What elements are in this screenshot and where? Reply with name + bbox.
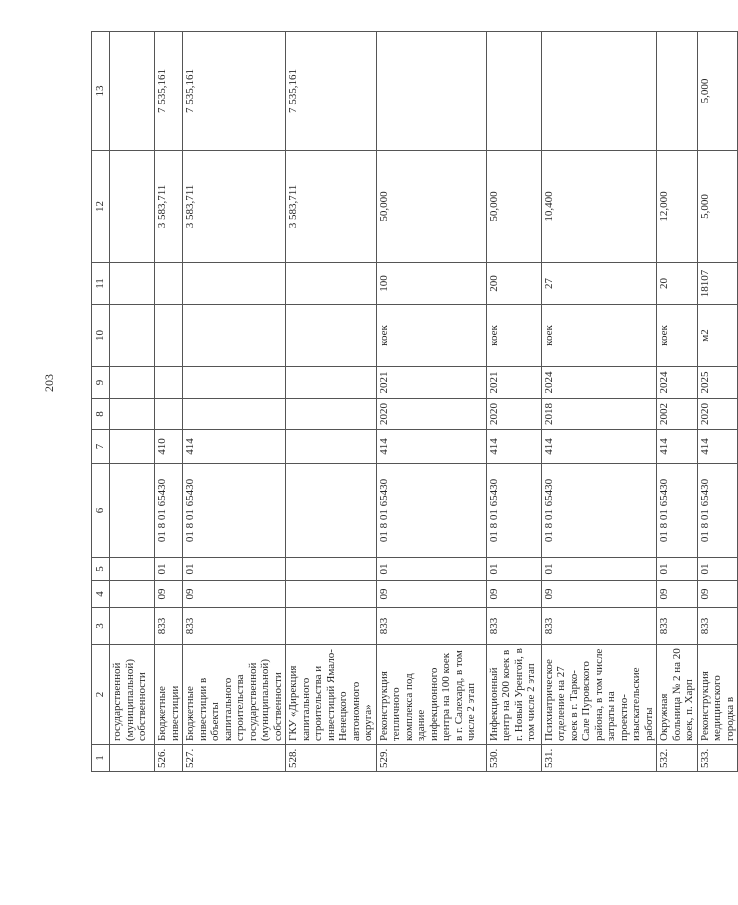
column-header: 13 (92, 32, 110, 151)
table-cell-c7: 414 (541, 430, 657, 464)
table-cell-c2: Реконструкция тепличного комплекса под здание инфекционного центра на 100 коек в г. Салехард, в том числе 2 этап (376, 645, 486, 745)
table-cell-c10: коек (541, 305, 657, 367)
table-cell-c8: 2020 (697, 399, 738, 430)
table-cell-c5 (110, 558, 155, 581)
table-cell-c9: 2024 (541, 367, 657, 399)
table-row (183, 32, 286, 772)
page-number: 203 (42, 374, 56, 392)
table-cell-c8 (155, 399, 183, 430)
table-cell-c10: м2 (697, 305, 738, 367)
column-header: 8 (92, 399, 110, 430)
table-cell-c1: 532. (657, 745, 698, 772)
table-cell-c5: 01 (657, 558, 698, 581)
table-cell-c13: 7 535,161 (155, 32, 183, 151)
table-cell-c2: Реконструкция медицинского городка в (697, 645, 738, 745)
column-header: 9 (92, 367, 110, 399)
table-cell-c6: 01 8 01 65430 (183, 464, 286, 558)
table-cell-c4 (286, 581, 377, 608)
table-cell-c2: ГКУ «Дирекция капитального строительства и инвестиций Ямало-Ненецкого автономного округа» (286, 645, 377, 745)
column-header: 6 (92, 464, 110, 558)
table-cell-c4: 09 (541, 581, 657, 608)
table-cell-c4: 09 (183, 581, 286, 608)
table-frame (91, 32, 736, 772)
table-cell-c1 (110, 745, 155, 772)
table-cell-c9: 2021 (376, 367, 486, 399)
table-row (697, 32, 738, 772)
rotated-table-area (91, 32, 736, 772)
table-cell-c3: 833 (697, 608, 738, 645)
table-cell-c11 (110, 263, 155, 305)
table-row (486, 32, 541, 772)
header-row (92, 32, 110, 772)
table-cell-c7: 410 (155, 430, 183, 464)
table-cell-c10 (110, 305, 155, 367)
table-row (541, 32, 657, 772)
table-cell-c7: 414 (183, 430, 286, 464)
table-cell-c4: 09 (697, 581, 738, 608)
table-cell-c2: государственной (муниципальной) собственности (110, 645, 155, 745)
table-cell-c5 (286, 558, 377, 581)
table-cell-c12: 50,000 (486, 151, 541, 263)
table-cell-c1: 530. (486, 745, 541, 772)
table-cell-c3 (286, 608, 377, 645)
table-cell-c3 (110, 608, 155, 645)
table-cell-c12: 10,400 (541, 151, 657, 263)
table-row (657, 32, 698, 772)
table-cell-c11 (183, 263, 286, 305)
table-cell-c9 (286, 367, 377, 399)
table-cell-c9: 2021 (486, 367, 541, 399)
table-cell-c3: 833 (657, 608, 698, 645)
table-row (376, 32, 486, 772)
table-cell-c9 (110, 367, 155, 399)
table-cell-c10: коек (486, 305, 541, 367)
table-cell-c11 (286, 263, 377, 305)
table-cell-c8 (183, 399, 286, 430)
table-cell-c5: 01 (376, 558, 486, 581)
table-cell-c12 (110, 151, 155, 263)
table-cell-c4: 09 (155, 581, 183, 608)
table-cell-c5: 01 (541, 558, 657, 581)
table-cell-c5: 01 (486, 558, 541, 581)
table-cell-c13 (110, 32, 155, 151)
table-cell-c6: 01 8 01 65430 (657, 464, 698, 558)
table-cell-c6: 01 8 01 65430 (155, 464, 183, 558)
table-cell-c6: 01 8 01 65430 (376, 464, 486, 558)
table-cell-c8: 2002 (657, 399, 698, 430)
table-cell-c1: 533. (697, 745, 738, 772)
table-cell-c1: 528. (286, 745, 377, 772)
table-cell-c13 (376, 32, 486, 151)
table-cell-c12: 12,000 (657, 151, 698, 263)
table-cell-c1: 531. (541, 745, 657, 772)
table-cell-c5: 01 (697, 558, 738, 581)
table-cell-c4: 09 (657, 581, 698, 608)
table-cell-c5: 01 (183, 558, 286, 581)
table-cell-c13: 7 535,161 (183, 32, 286, 151)
table-cell-c7: 414 (486, 430, 541, 464)
table-cell-c10 (183, 305, 286, 367)
table-cell-c4: 09 (376, 581, 486, 608)
table-cell-c13 (657, 32, 698, 151)
table-cell-c4: 09 (486, 581, 541, 608)
column-header: 4 (92, 581, 110, 608)
table-cell-c11: 100 (376, 263, 486, 305)
column-header: 10 (92, 305, 110, 367)
table-cell-c12: 3 583,711 (183, 151, 286, 263)
table-cell-c10 (155, 305, 183, 367)
table-row (155, 32, 183, 772)
table-cell-c7: 414 (376, 430, 486, 464)
table-cell-c9: 2024 (657, 367, 698, 399)
table-cell-c8 (286, 399, 377, 430)
table-cell-c9 (155, 367, 183, 399)
table-cell-c2: Психиатрическое отделение на 27 коек в г. Тарко-Сале Пуровского района, в том числе затраты на проектно-изыскательские работы (541, 645, 657, 745)
table-cell-c12: 50,000 (376, 151, 486, 263)
table-cell-c13 (486, 32, 541, 151)
table-cell-c13: 7 535,161 (286, 32, 377, 151)
table-cell-c9 (183, 367, 286, 399)
table-row (110, 32, 155, 772)
table-cell-c8: 2020 (486, 399, 541, 430)
column-header: 5 (92, 558, 110, 581)
table-cell-c12: 3 583,711 (155, 151, 183, 263)
table-cell-c10: коек (657, 305, 698, 367)
column-header: 1 (92, 745, 110, 772)
table-cell-c8: 2018 (541, 399, 657, 430)
table-cell-c8 (110, 399, 155, 430)
table-cell-c6 (286, 464, 377, 558)
column-header: 2 (92, 645, 110, 745)
column-header: 3 (92, 608, 110, 645)
table-cell-c6 (110, 464, 155, 558)
table-cell-c13 (541, 32, 657, 151)
table-cell-c4 (110, 581, 155, 608)
table-cell-c6: 01 8 01 65430 (486, 464, 541, 558)
column-header: 11 (92, 263, 110, 305)
table-cell-c2: Инфекционный центр на 200 коек в г. Новый Уренгой, в том числе 2 этап (486, 645, 541, 745)
table-cell-c1: 526. (155, 745, 183, 772)
table-cell-c10 (286, 305, 377, 367)
table-cell-c5: 01 (155, 558, 183, 581)
table-cell-c6: 01 8 01 65430 (697, 464, 738, 558)
table-cell-c10: коек (376, 305, 486, 367)
table-row (286, 32, 377, 772)
table-cell-c8: 2020 (376, 399, 486, 430)
table-cell-c2: Бюджетные инвестиции в объекты капитального строительства государственной (муниципальной) собственности (183, 645, 286, 745)
table-cell-c6: 01 8 01 65430 (541, 464, 657, 558)
table-cell-c13: 5,000 (697, 32, 738, 151)
table-cell-c11: 200 (486, 263, 541, 305)
table-cell-c3: 833 (155, 608, 183, 645)
table-cell-c12: 5,000 (697, 151, 738, 263)
column-header: 7 (92, 430, 110, 464)
table-cell-c2: Бюджетные инвестиции (155, 645, 183, 745)
table-cell-c3: 833 (486, 608, 541, 645)
table-cell-c7 (286, 430, 377, 464)
table-cell-c3: 833 (541, 608, 657, 645)
column-header: 12 (92, 151, 110, 263)
table-cell-c3: 833 (183, 608, 286, 645)
table-cell-c3: 833 (376, 608, 486, 645)
budget-table (91, 31, 738, 772)
table-cell-c9: 2025 (697, 367, 738, 399)
table-cell-c1: 529. (376, 745, 486, 772)
table-cell-c2: Окружная больница № 2 на 20 коек, п. Харп (657, 645, 698, 745)
table-cell-c7: 414 (657, 430, 698, 464)
table-cell-c7: 414 (697, 430, 738, 464)
table-cell-c11: 20 (657, 263, 698, 305)
table-cell-c7 (110, 430, 155, 464)
table-cell-c11: 18107 (697, 263, 738, 305)
table-cell-c11: 27 (541, 263, 657, 305)
table-cell-c11 (155, 263, 183, 305)
table-cell-c12: 3 583,711 (286, 151, 377, 263)
table-cell-c1: 527. (183, 745, 286, 772)
